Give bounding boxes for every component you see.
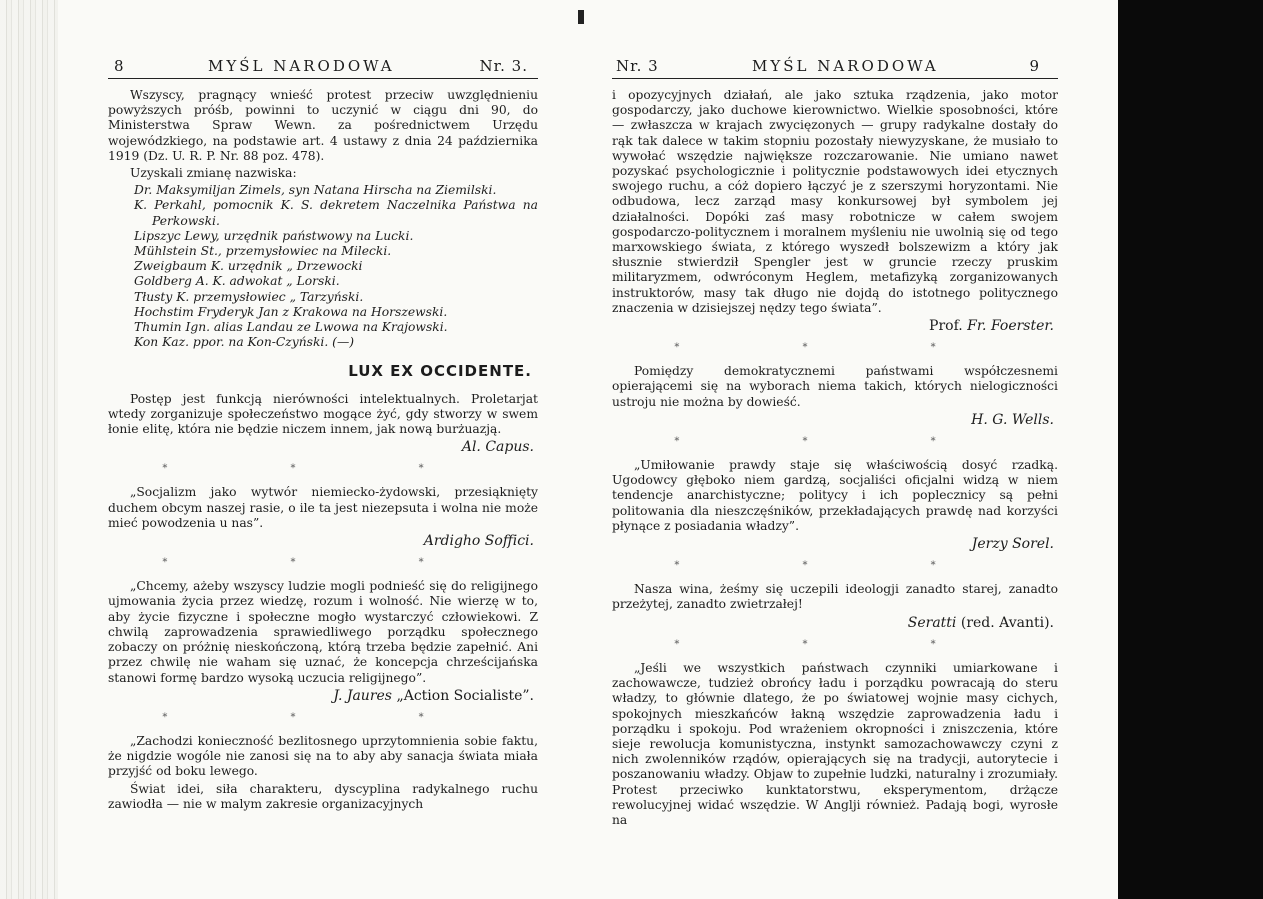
list-item: Tłusty K. przemysłowiec „ Tarzyński. — [134, 289, 364, 304]
quote-source: „Action Socialiste”. — [396, 687, 534, 704]
quote-text: Pomiędzy demokratycznemi państwami współczesnemi opierającemi się na wyborach niema takich, których nielogiczności ustroju nie można by dowieść. — [612, 364, 1058, 409]
page-number: 8 — [114, 57, 127, 75]
quote-source: (red. Avanti). — [960, 614, 1054, 631]
quote-author: Seratti — [907, 614, 957, 631]
separator: * * * — [162, 711, 484, 723]
list-item: K. Perkahl, pomocnik K. S. dekretem Naczelnika Państwa na Perkowski. — [134, 198, 538, 228]
author-prefix: Prof. — [929, 318, 963, 335]
list-item: Mühlstein St., przemysłowiec na Milecki. — [134, 244, 392, 259]
quote-author: Jerzy Sorel. — [971, 536, 1054, 553]
scan-edge-left — [0, 0, 58, 899]
issue-number: Nr. 3 — [616, 57, 659, 75]
quote-text: „Socjalizm jako wytwór niemiecko-żydowski, przesiąknięty duchem obcym naszej rasie, o ile ta jest niezepsuta i wolna nie może mieć powodzenia u nas”. — [108, 485, 538, 530]
quote-author: J. Jaures — [333, 687, 392, 704]
quote-author: Fr. Foerster. — [967, 318, 1054, 335]
list-item: Thumin Ign. alias Landau ze Lwowa na Krajowski. — [134, 320, 448, 335]
changes-heading: Uzyskali zmianę nazwiska: — [130, 166, 297, 181]
intro-paragraph: Wszyscy, pragnący wnieść protest przeciw uwzględnieniu powyższych próśb, powinni to uczynić w ciągu dni 90, do Ministerstwa Spraw Wewn. za pośrednictwem Urzędu wojewódzkiego, na podstawie art. 4 ustawy z dnia 24 października 1919 (Dz. U. R. P. Nr. 88 poz. 478). — [108, 88, 538, 163]
journal-title: MYŚL NARODOWA — [208, 57, 395, 75]
quote-text: Postęp jest funkcją nierówności intelektualnych. Proletarjat wtedy zorganizuje społeczeństwo mogące żyć, gdy stworzy w swem łonie elitę, która nie będzie niczem innem, jak nową burżuazją. — [108, 391, 538, 437]
separator: * * * — [674, 560, 996, 572]
separator: * * * — [674, 436, 996, 448]
quote-text: Świat idei, siła charakteru, dyscyplina radykalnego ruchu zawiodła — nie w malym zakresie organizacyjnych — [108, 781, 538, 811]
scan-edge-right — [1118, 0, 1263, 899]
quote-author: Al. Capus. — [461, 439, 534, 456]
list-item: Lipszyc Lewy, urzędnik państwowy na Lucki. — [134, 228, 414, 243]
quote-attribution — [612, 319, 1054, 334]
list-item: Dr. Maksymiljan Zimels, syn Natana Hirscha na Ziemilski. — [134, 183, 497, 198]
quote-text: „Zachodzi konieczność bezlitosnego uprzytomnienia sobie faktu, że nigdzie wogóle nie zanosi się na to aby aby sanacja świata miała przyjść od boku lewego. — [108, 733, 538, 779]
list-item: Zweigbaum K. urzędnik „ Drzewocki — [134, 259, 363, 274]
left-column — [108, 88, 538, 814]
quote-author: Ardigho Soffici. — [423, 533, 534, 550]
quote-text: Nasza wina, żeśmy się uczepili ideologji zanadto starej, zanadto przeżytej, zanadto zwietrzałej! — [612, 582, 1058, 612]
quote-author: H. G. Wells. — [971, 411, 1054, 428]
quote-text: „Chcemy, ażeby wszyscy ludzie mogli podnieść się do religijnego ujmowania życia przez wiedzę, rozum i wolność. Nie wierzę w to, aby życie fizyczne i społeczne mogło wystarczyć człowiekowi. Z chwilą zaprowadzenia sprawiedliwego porządku społecznego zobaczy on próżnię nieskończoną, którą trzeba będzie zapełnić. Ani przez chwilę nie waham się uznać, że koncepcja chrześcijańska stanowi formę bardzo wysoką uczucia religijnego”. — [108, 579, 538, 685]
running-head-right — [612, 52, 1058, 79]
binding-mark — [578, 10, 584, 24]
running-head-left — [108, 52, 538, 79]
section-title: LUX EX OCCIDENTE. — [348, 362, 532, 381]
list-item: Hochstim Fryderyk Jan z Krakowa na Horszewski. — [134, 304, 448, 319]
right-column — [612, 88, 1058, 830]
separator: * * * — [674, 342, 996, 354]
continuation-paragraph: i opozycyjnych działań, ale jako sztuka rządzenia, jako motor gospodarczy, jako duchowe kierownictwo. Wielkie sposobności, które — zwłaszcza w krajach zwycięzonych — grupy radykalne dostały do rąk tak dalece w takim stopniu pozostały niewyzyskane, że musiało to wywołać wszędzie największe rozczarowanie. Nie umiano nawet pozyskać psychologicznie i politycznie podstawowych idei etycznych swojego ruchu, a cóż dopiero łączyć je z szerszymi horyzontami. Nie odbudowa, lecz zarząd masy konkursowej był symbolem jej działalności. Dopóki zaś masy robotnicze w całem swojem gospodarczo-politycznem i moralnem myśleniu nie uwolnią się od tego marxowskiego świata, z którego wyszedł bolszewizm a który jak słusznie stwierdził Spengler jest w gruncie rzeczy pruskim militaryzmem, odwróconym Heglem, metafizyką zorganizowanych instruktorów, masy tak długo nie dojdą do istotnego politycznego znaczenia w dzisiejszej nędzy tego świata”. — [612, 88, 1058, 315]
separator: * * * — [162, 463, 484, 475]
quote-attribution — [612, 616, 1054, 631]
journal-title: MYŚL NARODOWA — [752, 57, 939, 75]
page-number: 9 — [1029, 57, 1042, 75]
list-item: Kon Kaz. ppor. na Kon-Czyński. (—) — [134, 335, 355, 350]
issue-number: Nr. 3. — [479, 57, 528, 75]
separator: * * * — [162, 557, 484, 569]
separator: * * * — [674, 638, 996, 650]
quote-text: „Jeśli we wszystkich państwach czynniki umiarkowane i zachowawcze, tudzież obrońcy ładu i porządku powracają do steru władzy, to głównie dlatego, że po światowej wojnie masy cichych, spokojnych mieszkańców łakną wszędzie zaprowadzenia ładu i porządku i spokoju. Pod wrażeniem okropności i zniszczenia, które sieje rewolucja komunistyczna, instynkt samozachowawczy czyni z nich zwolenników rządów, opierających się na tradycji, autorytecie i poszanowaniu władzy. Objaw to zupełnie ludzki, naturalny i zrozumiały. Protest przeciwko kunktatorstwu, eksperymentom, drżącze rewolucyjnej widać wszędzie. W Anglji również. Padają bogi, wyrosłe na — [612, 660, 1058, 827]
quote-text: „Umiłowanie prawdy staje się właściwością dosyć rzadką. Ugodowcy głęboko niem gardzą, socjaliści oficjalni widzą w niem tendencje anarchistyczne; politycy i ich poplecznicy są pełni politowania dla nieszczęśników, przekładających prawdę nad korzyści płynące z posiadania władzy”. — [612, 458, 1058, 533]
name-change-list — [134, 183, 538, 350]
quote-attribution — [108, 689, 534, 704]
list-item: Goldberg A. K. adwokat „ Lorski. — [134, 274, 340, 289]
